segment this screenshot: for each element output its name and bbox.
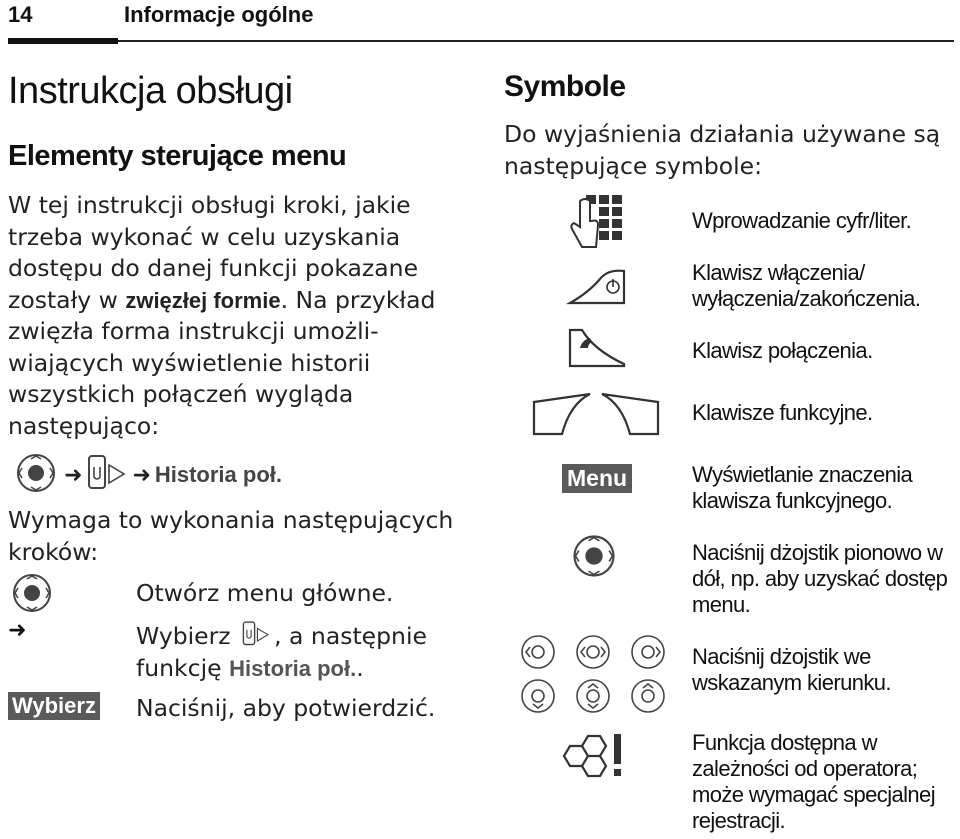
- arrow-icon: ➜: [8, 618, 27, 643]
- joystick-directions-icon: [518, 634, 668, 720]
- symbol-menu-desc: Wyświetlanie znaczenia klawisza funkcyjnego.: [692, 462, 913, 513]
- symbols-intro: Do wyjaśnienia działania używane są następujące symbole:: [504, 120, 941, 180]
- step-2-text: Wybierz , a następnie funkcję Historia poł..: [136, 622, 427, 682]
- header-rule-accent: [8, 38, 118, 44]
- page-number: 14: [8, 2, 33, 27]
- step-1-text: Otwórz menu główne.: [136, 579, 394, 607]
- section-heading-menu: Elementy sterujące menu: [8, 140, 347, 172]
- softkey-wybierz: Wybierz: [8, 692, 100, 720]
- keypad-icon: [568, 193, 624, 259]
- phone-menu-icon: [238, 622, 274, 650]
- operator-dependent-icon: [558, 730, 630, 784]
- joystick-press-icon: [568, 533, 620, 583]
- example-shortcut: [12, 455, 282, 495]
- running-header: Informacje ogólne: [124, 2, 314, 27]
- section-heading-symbols: Symbole: [504, 70, 626, 103]
- softkeys-icon: [530, 390, 662, 442]
- phone-menu-icon: [86, 453, 128, 497]
- example-menu-label: Historia poł.: [154, 462, 282, 487]
- menu-softkey: Menu: [562, 464, 632, 493]
- intro-bold-term: zwięzłej formie: [125, 287, 281, 313]
- steps-intro: Wymaga to wykonania następujących kroków:: [8, 506, 454, 566]
- call-key-icon: [566, 326, 628, 374]
- symbol-call-key-desc: Klawisz połączenia.: [692, 338, 873, 363]
- symbol-joystick-press-desc: Naciśnij dżojstik pionowo w dół, np. aby uzyskać dostęp menu.: [692, 540, 948, 617]
- joystick-icon: [8, 573, 56, 617]
- symbol-joystick-directions-desc: Naciśnij dżojstik we wskazanym kierunku.: [692, 644, 891, 695]
- arrow-icon: ➜: [132, 462, 151, 488]
- header-rule: [8, 40, 954, 42]
- joystick-icon: [12, 453, 60, 497]
- symbol-end-key-desc: Klawisz włączenia/ wyłączenia/zakończenia.: [692, 260, 921, 311]
- symbol-operator-desc: Funkcja dostępna w zależności od operatora; może wymagać specjalnej rejestracji.: [692, 730, 935, 833]
- arrow-icon: ➜: [64, 462, 83, 488]
- symbol-softkeys-desc: Klawisze funkcyjne.: [692, 400, 873, 425]
- symbol-keypad-desc: Wprowadzanie cyfr/liter.: [692, 208, 912, 233]
- step-3-text: Naciśnij, aby potwierdzić.: [136, 694, 436, 722]
- intro-paragraph: W tej instrukcji obsługi kroki, jakie trzeba wykonać w celu uzyskania dostępu do danej funkcji pokazane zostały w zwięzłej formie. Na przykład zwięzła forma instrukcji umożli-wiających wyświetlenie historii wszystkich połączeń wygląda następująco:: [8, 191, 436, 440]
- end-key-icon: [566, 265, 628, 311]
- page-title: Instrukcja obsługi: [8, 70, 293, 112]
